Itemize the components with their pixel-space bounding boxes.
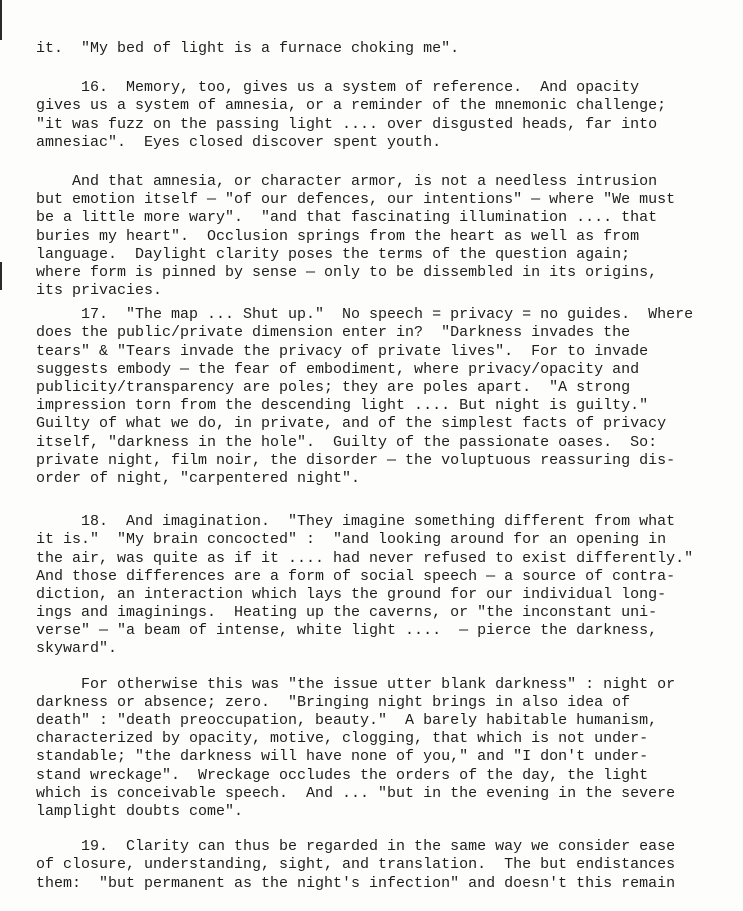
- text-line: 17. "The map ... Shut up." No speech = privacy = no guides. Where: [36, 306, 694, 324]
- text-line: it. "My bed of light is a furnace choking me".: [36, 40, 460, 57]
- text-line: And those differences are a form of social speech — a source of contra-: [36, 567, 676, 585]
- text-line: characterized by opacity, motive, clogging, that which is not under-: [36, 730, 649, 748]
- text-line: amnesiac". Eyes closed discover spent youth.: [36, 133, 442, 151]
- text-line: buries my heart". Occlusion springs from the heart as well as from: [36, 227, 640, 245]
- text-line: 16. Memory, too, gives us a system of reference. And opacity: [36, 79, 640, 97]
- text-line: lamplight doubts come".: [36, 802, 244, 820]
- text-line: private night, film noir, the disorder — the voluptuous reassuring dis-: [36, 451, 676, 469]
- text-line: ings and imaginings. Heating up the caverns, or "the inconstant uni-: [36, 604, 658, 622]
- text-line: 19. Clarity can thus be regarded in the same way we consider ease: [36, 838, 676, 856]
- text-line: where form is pinned by sense — only to be dissembled in its origins,: [36, 263, 658, 281]
- text-line: 18. And imagination. "They imagine something different from what: [36, 513, 676, 531]
- paragraph-gap: [36, 659, 726, 676]
- text-line: does the public/private dimension enter in? "Darkness invades the: [36, 324, 631, 342]
- paragraph-gap: [36, 821, 726, 838]
- text-line: And that amnesia, or character armor, is not a needless intrusion: [36, 172, 658, 190]
- text-line: impression torn from the descending light .... But night is guilty.": [36, 397, 649, 415]
- text-line: darkness or absence; zero. "Bringing night brings in also idea of: [36, 693, 631, 711]
- text-line: death" : "death preoccupation, beauty." A barely habitable humanism,: [36, 712, 658, 729]
- text-line: order of night, "carpentered night".: [36, 469, 361, 487]
- text-line: diction, an interaction which lays the ground for our individual long-: [36, 585, 667, 603]
- text-line: standable; "the darkness will have none of you," and "I don't under-: [36, 748, 649, 766]
- text-line: itself, "darkness in the hole". Guilty of the passionate oases. So:: [36, 433, 658, 451]
- text-line: Guilty of what we do, in private, and of the simplest facts of privacy: [36, 415, 667, 433]
- text-line: tears" & "Tears invade the privacy of private lives". For to invade: [36, 342, 649, 360]
- text-line: but emotion itself — "of our defences, our intentions" — where "We must: [36, 191, 676, 209]
- paragraph-gap: [36, 58, 726, 79]
- text-line: of closure, understanding, sight, and translation. The but endistances: [36, 856, 676, 874]
- text-line: them: "but permanent as the night's infection" and doesn't this remain: [36, 874, 676, 892]
- text-line: gives us a system of amnesia, or a reminder of the mnemonic challenge;: [36, 97, 667, 115]
- binding-edge-mark: [0, 0, 2, 40]
- text-line: "it was fuzz on the passing light .... over disgusted heads, far into: [36, 115, 658, 133]
- text-line: which is conceivable speech. And ... "but in the evening in the severe: [36, 784, 676, 802]
- document-body: [36, 40, 726, 893]
- text-line: it is." "My brain concocted" : "and looking around for an opening in: [36, 531, 667, 549]
- paragraph-gap: [36, 488, 726, 513]
- paragraph-gap: [36, 152, 726, 173]
- text-line: be a little more wary". "and that fascinating illumination .... that: [36, 209, 658, 227]
- text-line: stand wreckage". Wreckage occludes the orders of the day, the light: [36, 766, 649, 784]
- text-line: the air, was quite as if it .... had never refused to exist differently.": [36, 549, 694, 567]
- text-line: For otherwise this was "the issue utter blank darkness" : night or: [36, 675, 676, 693]
- text-line: skyward".: [36, 640, 118, 658]
- text-line: suggests embody — the fear of embodiment, where privacy/opacity and: [36, 360, 640, 378]
- text-line: its privacies.: [36, 282, 163, 300]
- text-line: verse" — "a beam of intense, white light .... — pierce the darkness,: [36, 622, 658, 640]
- text-line: language. Daylight clarity poses the terms of the question again;: [36, 245, 631, 263]
- binding-edge-mark: [0, 262, 2, 290]
- text-line: publicity/transparency are poles; they are poles apart. "A strong: [36, 379, 631, 396]
